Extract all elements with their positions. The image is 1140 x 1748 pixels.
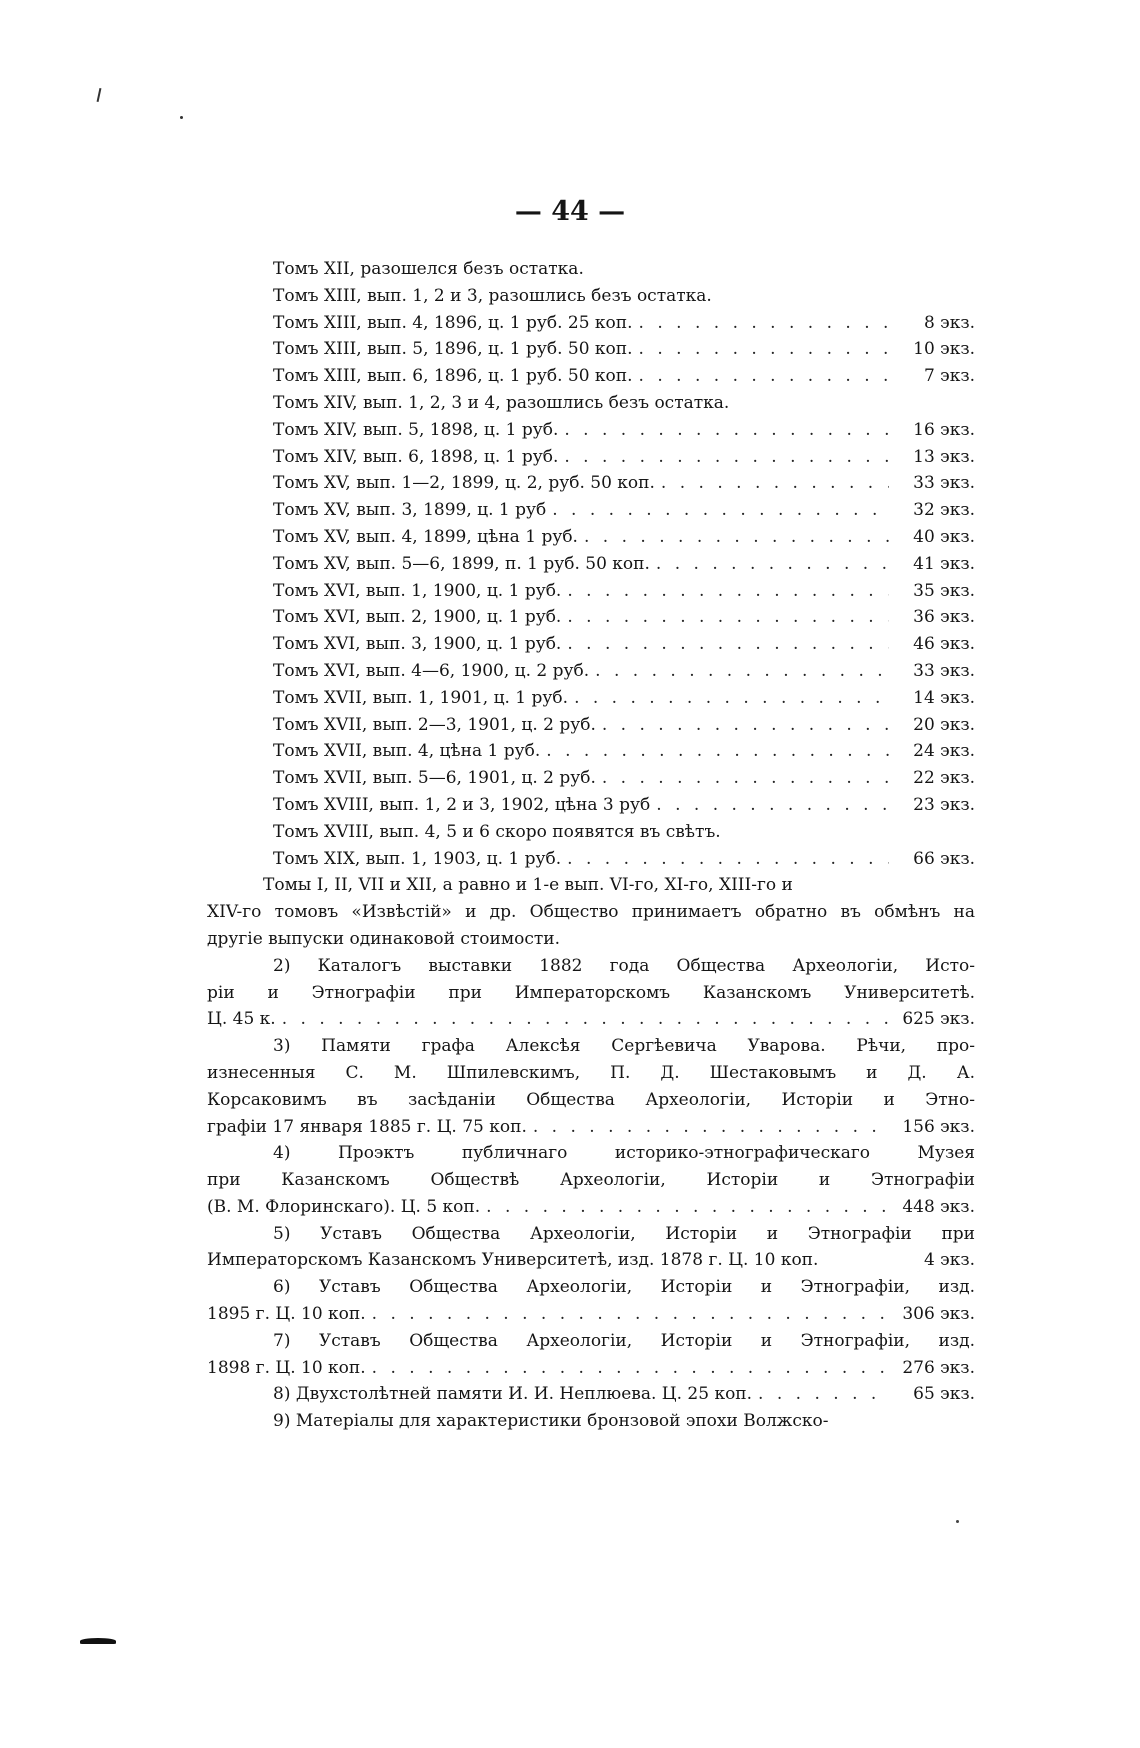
copies-count: 32 экз. xyxy=(913,500,975,521)
dot-leader xyxy=(639,310,889,337)
copies-count: 13 экз. xyxy=(913,446,975,467)
dot-leader xyxy=(661,470,889,497)
volume-entry xyxy=(207,792,975,819)
copies-count: 65 экз. xyxy=(913,1384,975,1405)
copies-count: 20 экз. xyxy=(913,714,975,735)
volume-text: Томъ XVII, вып. 1, 1901, ц. 1 руб. xyxy=(273,687,569,708)
volume-entry xyxy=(207,685,975,712)
copies-count: 33 экз. xyxy=(913,660,975,681)
volume-text: Томъ XIV, вып. 5, 1898, ц. 1 руб. xyxy=(273,419,559,440)
volume-text: Томъ XV, вып. 5—6, 1899, п. 1 руб. 50 коп. xyxy=(273,553,650,574)
dot-leader xyxy=(567,846,889,873)
copies-count: 16 экз. xyxy=(913,419,975,440)
dot-leader xyxy=(758,1381,889,1408)
volume-entry xyxy=(207,524,975,551)
volume-entry xyxy=(207,336,975,363)
publication-line: 6) Уставъ Общества Археологіи, Исторіи и Этнографіи, изд. xyxy=(273,1277,975,1298)
volume-entry xyxy=(207,470,975,497)
dot-leader xyxy=(595,658,889,685)
volume-text: Томъ XVII, вып. 4, цѣна 1 руб. xyxy=(273,741,541,762)
volume-entry xyxy=(207,578,975,605)
volume-entry xyxy=(207,819,975,846)
publication-line: 7) Уставъ Общества Археологіи, Исторіи и Этнографіи, изд. xyxy=(273,1330,975,1351)
publication-bronze-age-materials xyxy=(207,1408,975,1435)
copies-count: 10 экз. xyxy=(913,339,975,360)
publication-statute-1898 xyxy=(207,1328,975,1382)
volume-text: Томъ XVI, вып. 1, 1900, ц. 1 руб. xyxy=(273,580,562,601)
exchange-note-line: Томы I, II, VII и XII, а равно и 1-е вып. VI-го, XI-го, XIII-го и xyxy=(263,875,793,896)
volume-entry xyxy=(207,631,975,658)
exchange-note xyxy=(207,872,975,952)
dot-leader xyxy=(602,712,889,739)
copies-count: 23 экз. xyxy=(913,794,975,815)
publication-price: (В. М. Флоринскаго). Ц. 5 коп. xyxy=(207,1196,481,1217)
publication-price: Императорскомъ Казанскомъ Университетѣ, изд. 1878 г. Ц. 10 коп. xyxy=(207,1250,819,1271)
publication-line: 9) Матеріалы для характеристики бронзовой эпохи Волжско- xyxy=(273,1411,829,1432)
copies-count: 40 экз. xyxy=(913,526,975,547)
volume-entry xyxy=(207,846,975,873)
copies-count: 41 экз. xyxy=(913,553,975,574)
copies-count: 66 экз. xyxy=(913,848,975,869)
dot-leader xyxy=(584,524,889,551)
publication-line: 3) Памяти графа Алексѣя Сергѣевича Уварова. Рѣчи, про- xyxy=(273,1036,975,1057)
volume-entry xyxy=(207,283,975,310)
volume-text: Томъ XIV, вып. 1, 2, 3 и 4, разошлись безъ остатка. xyxy=(273,392,730,413)
copies-count: 276 экз. xyxy=(902,1357,975,1378)
dot-leader xyxy=(372,1355,889,1382)
dot-leader xyxy=(656,792,889,819)
scan-mark xyxy=(97,88,102,102)
volume-text: Томъ XII, разошелся безъ остатка. xyxy=(273,259,584,279)
dot-leader xyxy=(372,1301,889,1328)
volume-text: Томъ XVIII, вып. 4, 5 и 6 скоро появятся въ свѣтъ. xyxy=(273,821,721,842)
dot-leader xyxy=(282,1006,889,1033)
volume-text: Томъ XIII, вып. 1, 2 и 3, разошлись безъ остатка. xyxy=(273,285,712,306)
copies-count: 33 экз. xyxy=(913,473,975,494)
publication-statute-1878 xyxy=(207,1221,975,1275)
dot-leader xyxy=(567,631,889,658)
volume-text: Томъ XIV, вып. 6, 1898, ц. 1 руб. xyxy=(273,446,559,467)
volume-text: Томъ XIX, вып. 1, 1903, ц. 1 руб. xyxy=(273,848,562,869)
publication-price: графіи 17 января 1885 г. Ц. 75 коп. xyxy=(207,1116,527,1137)
volume-list xyxy=(207,256,975,872)
scan-mark xyxy=(180,116,183,119)
publication-line: 4) Проэктъ публичнаго историко-этнографическаго Музея xyxy=(273,1143,975,1164)
scan-mark xyxy=(80,1638,116,1644)
volume-entry xyxy=(207,256,975,283)
dot-leader xyxy=(602,765,889,792)
exchange-note-line: другіе выпуски одинаковой стоимости. xyxy=(207,928,560,949)
copies-count: 8 экз. xyxy=(923,312,975,333)
copies-count: 14 экз. xyxy=(913,687,975,708)
copies-count: 22 экз. xyxy=(913,768,975,789)
publication-line: ріи и Этнографіи при Императорскомъ Казанскомъ Университетѣ. xyxy=(207,982,975,1003)
volume-entry xyxy=(207,712,975,739)
volume-text: Томъ XVI, вып. 2, 1900, ц. 1 руб. xyxy=(273,607,562,628)
volume-entry xyxy=(207,417,975,444)
copies-count: 46 экз. xyxy=(913,634,975,655)
copies-count: 7 экз. xyxy=(923,366,975,387)
publication-price: Ц. 45 к. xyxy=(207,1009,276,1030)
exchange-note-line: XIV-го томовъ «Извѣстій» и др. Общество принимаетъ обратно въ обмѣнъ на xyxy=(207,902,975,923)
volume-entry xyxy=(207,310,975,337)
copies-count: 448 экз. xyxy=(902,1196,975,1217)
volume-entry xyxy=(207,497,975,524)
volume-entry xyxy=(207,604,975,631)
publication-line: при Казанскомъ Обществѣ Археологіи, Исторіи и Этнографіи xyxy=(207,1170,975,1191)
volume-entry xyxy=(207,658,975,685)
page-number: — 44 — xyxy=(514,196,626,227)
volume-entry xyxy=(207,738,975,765)
dot-leader xyxy=(552,497,889,524)
dot-leader xyxy=(567,604,889,631)
volume-text: Томъ XVI, вып. 4—6, 1900, ц. 2 руб. xyxy=(273,660,590,681)
publication-price: 1898 г. Ц. 10 коп. xyxy=(207,1357,366,1378)
publication-statute-1895 xyxy=(207,1274,975,1328)
volume-text: Томъ XIII, вып. 4, 1896, ц. 1 руб. 25 коп. xyxy=(273,312,633,333)
publication-price: 8) Двухстолѣтней памяти И. И. Неплюева. Ц. 25 коп. xyxy=(273,1384,753,1405)
dot-leader xyxy=(656,551,889,578)
publication-price: 1895 г. Ц. 10 коп. xyxy=(207,1304,366,1325)
dot-leader xyxy=(639,336,889,363)
volume-text: Томъ XIII, вып. 6, 1896, ц. 1 руб. 50 коп. xyxy=(273,366,633,387)
volume-text: Томъ XV, вып. 4, 1899, цѣна 1 руб. xyxy=(273,526,578,547)
volume-text: Томъ XVII, вып. 2—3, 1901, ц. 2 руб. xyxy=(273,714,596,735)
dot-leader xyxy=(564,444,889,471)
volume-text: Томъ XV, вып. 3, 1899, ц. 1 руб xyxy=(273,500,547,521)
publication-line: 2) Каталогъ выставки 1882 года Общества Археологіи, Исто- xyxy=(273,955,975,976)
dot-leader xyxy=(546,738,889,765)
volume-entry xyxy=(207,444,975,471)
copies-count: 35 экз. xyxy=(913,580,975,601)
dot-leader xyxy=(564,417,889,444)
volume-text: Томъ XIII, вып. 5, 1896, ц. 1 руб. 50 коп. xyxy=(273,339,633,360)
publication-museum-project xyxy=(207,1140,975,1220)
volume-text: Томъ XVI, вып. 3, 1900, ц. 1 руб. xyxy=(273,634,562,655)
dot-leader xyxy=(486,1194,889,1221)
copies-count: 625 экз. xyxy=(902,1009,975,1030)
volume-entry xyxy=(207,551,975,578)
dot-leader xyxy=(574,685,889,712)
publication-uvarov-memory xyxy=(207,1033,975,1140)
copies-count: 24 экз. xyxy=(913,741,975,762)
volume-text: Томъ XVII, вып. 5—6, 1901, ц. 2 руб. xyxy=(273,768,596,789)
volume-text: Томъ XV, вып. 1—2, 1899, ц. 2, руб. 50 коп. xyxy=(273,473,655,494)
publication-line: 5) Уставъ Общества Археологіи, Исторіи и Этнографіи при xyxy=(273,1223,975,1244)
scan-mark xyxy=(956,1520,959,1523)
volume-entry xyxy=(207,765,975,792)
volume-entry xyxy=(207,363,975,390)
publication-line: изнесенныя С. М. Шпилевскимъ, П. Д. Шестаковымъ и Д. А. xyxy=(207,1062,975,1083)
dot-leader xyxy=(533,1114,889,1141)
publication-neplyuev-memory xyxy=(207,1381,975,1408)
volume-text: Томъ XVIII, вып. 1, 2 и 3, 1902, цѣна 3 руб xyxy=(273,794,651,815)
copies-count: 306 экз. xyxy=(902,1304,975,1325)
copies-count: 36 экз. xyxy=(913,607,975,628)
publication-line: Корсаковимъ въ засѣданіи Общества Археологіи, Исторіи и Этно- xyxy=(207,1089,975,1110)
dot-leader xyxy=(567,578,889,605)
page-content xyxy=(207,256,975,1435)
dot-leader xyxy=(639,363,889,390)
copies-count: 156 экз. xyxy=(902,1116,975,1137)
volume-entry xyxy=(207,390,975,417)
copies-count: 4 экз. xyxy=(923,1250,975,1271)
publication-catalogue xyxy=(207,953,975,1033)
